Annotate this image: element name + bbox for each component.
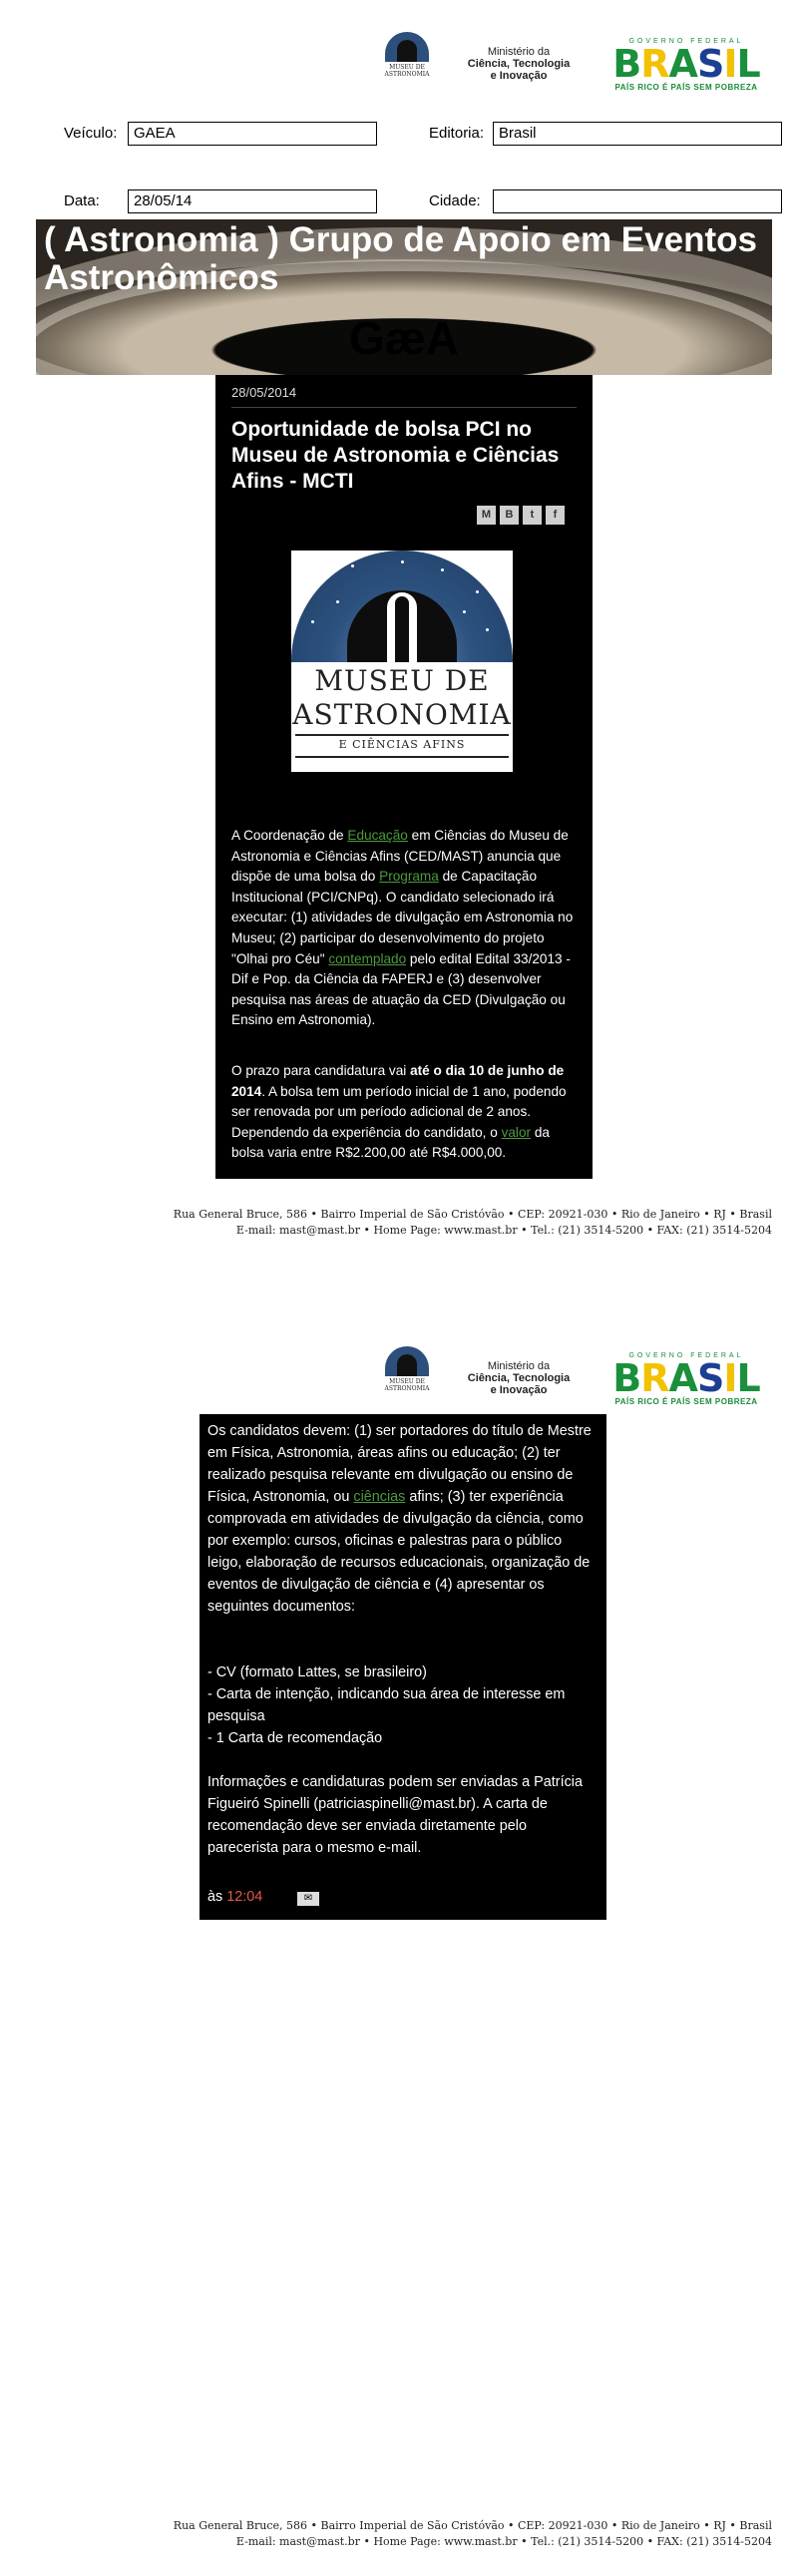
brasil-government-logo [600,38,772,94]
brasil-wordmark: BRASIL [612,42,760,86]
museum-logo-line1: MUSEU DE [314,664,490,697]
editoria-label: Editoria: [429,125,485,142]
facebook-icon[interactable]: f [546,506,565,525]
page-header [0,30,798,100]
divider [231,407,577,408]
mast-logo-line1: MUSEU DE [389,1378,425,1385]
observatory-icon [385,32,429,62]
list-item: - Carta de intenção, indicando sua área de interesse em pesquisa [207,1686,566,1724]
documents-list [207,1661,598,1749]
veiculo-label: Veículo: [64,125,118,142]
link-ciencias[interactable]: ciências [353,1489,406,1505]
post-paragraph-2: O prazo para candidatura vai até o dia 10 de junho de 2014. A bolsa tem um período inicial de 1 ano, podendo ser renovada por um período adicional de 2 anos. Dependendo da experiência do candidato, o valor da bolsa varia entre R$2.200,00 até R$4.000,00. [231,1063,567,1161]
post-date: 28/05/2014 [231,385,297,400]
share-buttons [477,505,569,525]
post-title[interactable]: Oportunidade de bolsa PCI no Museu de Astronomia e Ciências Afins - MCTI [231,418,560,493]
ministry-line2: Ciência, Tecnologia [467,58,571,70]
brasil-wordmark: BRASIL [612,1356,760,1400]
blog-title[interactable]: ( Astronomia ) Grupo de Apoio em Eventos Astronômicos [44,220,757,297]
ministry-line2: Ciência, Tecnologia [467,1372,571,1384]
museum-logo-image[interactable] [291,551,513,772]
mast-logo-line2: ASTRONOMIA [384,71,430,78]
museum-logo-line2: ASTRONOMIA [292,698,512,731]
cidade-label: Cidade: [429,192,481,209]
link-programa[interactable]: Programa [379,869,439,885]
list-item: - 1 Carta de recomendação [207,1730,383,1746]
contact-paragraph: Informações e candidaturas podem ser enviadas a Patrícia Figueiró Spinelli (patriciaspinelli@mast.br). A carta de recomendação deve ser enviada diretamente pelo parecerista para o mesmo e-mail. [207,1774,583,1856]
brasil-top-text: GOVERNO FEDERAL [628,38,744,45]
ministry-logo [454,1360,584,1396]
post-time-link[interactable]: 12:04 [226,1889,263,1905]
page-footer-2 [0,2518,772,2550]
ministry-logo [454,46,584,82]
mast-logo [377,1344,437,1414]
blog-post-continued [200,1414,606,1920]
ministry-line1: Ministério da [487,46,551,58]
ministry-line3: e Inovação [490,1384,548,1396]
list-item: - CV (formato Lattes, se brasileiro) [207,1664,427,1680]
deadline-text: até o dia 10 de junho de 2014 [231,1063,565,1099]
veiculo-field[interactable]: GAEA [128,122,377,146]
mast-logo [377,30,437,100]
museum-logo-line3: E CIÊNCIAS AFINS [338,738,466,751]
footer-contact: E-mail: mast@mast.br • Home Page: www.mast.br • Tel.: (21) 3514-5200 • FAX: (21) 3514-5204 [235,1224,772,1237]
blog-post [215,375,593,1179]
page-header-2 [0,1344,798,1414]
brasil-slogan: PAÍS RICO É PAÍS SEM POBREZA [614,1397,758,1406]
mast-logo-line2: ASTRONOMIA [384,1385,430,1392]
brasil-slogan: PAÍS RICO É PAÍS SEM POBREZA [614,83,758,92]
data-field[interactable]: 28/05/14 [128,189,377,213]
requirements-paragraph: Os candidatos devem: (1) ser portadores do título de Mestre em Física, Astronomia, áreas afins ou educação; (2) ter realizado pesquisa relevante em divulgação ou ensino de Física, Astronomia, ou ciências afins; (3) ter experiência comprovada em atividades de divulgação da ciência, como por exemplo: cursos, oficinas e palestras para o público leigo, elaboração de recursos educacionais, organização de eventos de divulgação de ciência e (4) apresentar os seguintes documentos: [207,1423,592,1615]
editoria-field[interactable]: Brasil [493,122,782,146]
link-educacao[interactable]: Educação [347,828,408,843]
ministry-line1: Ministério da [487,1360,551,1372]
twitter-icon[interactable]: t [523,506,542,525]
blog-banner [36,219,772,375]
email-post-icon[interactable]: ✉ [297,1892,319,1906]
post-paragraph-1: A Coordenação de Educação em Ciências do Museu de Astronomia e Ciências Afins (CED/MAST) anuncia que dispõe de uma bolsa do Programa de Capacitação Institucional (PCI/CNPq). O candidato selecionado irá executar: (1) atividades de divulgação em Astronomia no Museu; (2) participar do desenvolvimento do projeto "Olhai pro Céu" contemplado pelo edital Edital 33/2013 - Dif e Pop. da Ciência da FAPERJ e (3) desenvolver pesquisa nas áreas de atuação da CED (Divulgação ou Ensino em Astronomia). [231,828,574,1028]
cidade-field[interactable] [493,189,782,213]
email-icon[interactable]: M [477,506,496,525]
mast-logo-line1: MUSEU DE [389,64,425,71]
ministry-line3: e Inovação [490,70,548,82]
footer-address: Rua General Bruce, 586 • Bairro Imperial de São Cristóvão • CEP: 20921-030 • Rio de Janeiro • RJ • Brasil [173,2519,772,2532]
footer-address: Rua General Bruce, 586 • Bairro Imperial de São Cristóvão • CEP: 20921-030 • Rio de Janeiro • RJ • Brasil [173,1208,772,1221]
link-contemplado[interactable]: contemplado [328,950,407,966]
page-footer [0,1207,772,1239]
blogger-icon[interactable]: B [500,506,519,525]
observatory-icon [385,1346,429,1376]
post-timestamp: às 12:04 [207,1889,263,1905]
footer-contact: E-mail: mast@mast.br • Home Page: www.mast.br • Tel.: (21) 3514-5200 • FAX: (21) 3514-5204 [235,2535,772,2548]
site-name: GæA [349,312,459,364]
brasil-government-logo [600,1352,772,1408]
data-label: Data: [64,192,100,209]
brasil-top-text: GOVERNO FEDERAL [628,1352,744,1359]
link-valor[interactable]: valor [501,1124,532,1140]
